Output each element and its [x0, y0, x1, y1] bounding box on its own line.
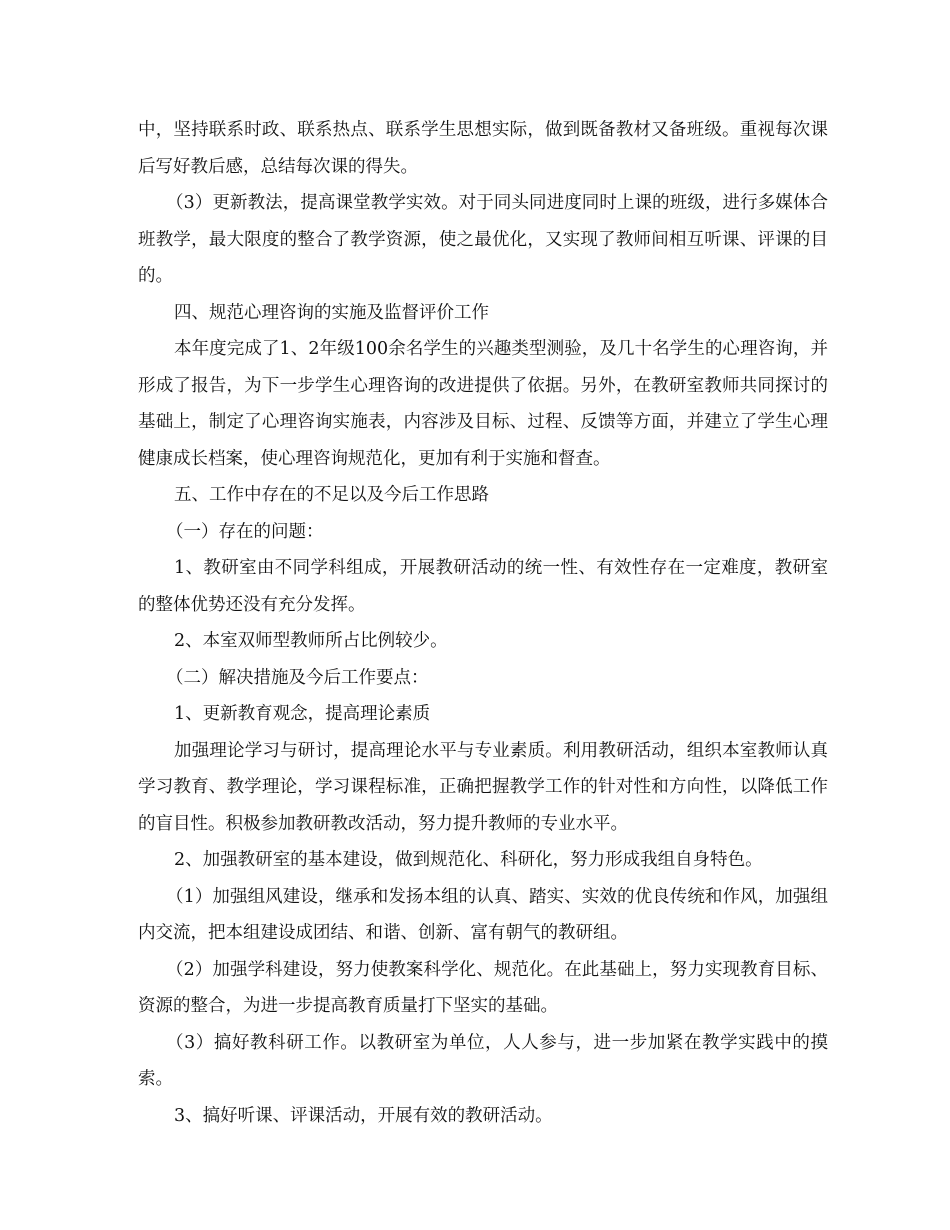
paragraph-continuation: 中，坚持联系时政、联系热点、联系学生思想实际，做到既备教材又备班级。重视每次课后写好教后感，总结每次课的得失。 — [138, 120, 828, 177]
paragraph-psych-consulting: 本年度完成了1、2年级100余名学生的兴趣类型测验，及几十名学生的心理咨询，并形成了报告，为下一步学生心理咨询的改进提供了依据。另外，在教研室教师共同探讨的基础上，制定了心理咨询实施表，内容涉及目标、过程、反馈等方面，并建立了学生心理健康成长档案，使心理咨询规范化，更加有利于实施和督查。 — [138, 339, 828, 469]
paragraph-item-3-teaching-method: （3）更新教法，提高课堂教学实效。对于同头同进度同时上课的班级，进行多媒体合班教学，最大限度的整合了教学资源，使之最优化，又实现了教师间相互听课、评课的目的。 — [138, 193, 828, 286]
paragraph-measure-2-item-2: （2）加强学科建设，努力使教案科学化、规范化。在此基础上，努力实现教育目标、资源的整合，为进一步提高教育质量打下坚实的基础。 — [138, 959, 828, 1016]
paragraph-problem-2: 2、本室双师型教师所占比例较少。 — [174, 631, 448, 651]
subheading-measures: （二）解决措施及今后工作要点： — [166, 667, 429, 688]
paragraph-measure-1-body: 加强理论学习与研讨，提高理论水平与专业素质。利用教研活动，组织本室教师认真学习教育、教学理论，学习课程标准，正确把握教学工作的针对性和方向性，以降低工作的盲目性。积极参加教研教改活动，努力提升教师的专业水平。 — [138, 740, 828, 834]
section-heading-4: 四、规范心理咨询的实施及监督评价工作 — [174, 302, 489, 323]
paragraph-measure-3-heading: 3、搞好听课、评课活动，开展有效的教研活动。 — [174, 1105, 553, 1126]
paragraph-problem-1: 1、教研室由不同学科组成，开展教研活动的统一性、有效性存在一定难度，教研室的整体优势还没有充分发挥。 — [138, 558, 828, 615]
paragraph-measure-2-item-1: （1）加强组风建设，继承和发扬本组的认真、踏实、实效的优良传统和作风，加强组内交流，把本组建设成团结、和谐、创新、富有朝气的教研组。 — [138, 886, 828, 943]
section-heading-5: 五、工作中存在的不足以及今后工作思路 — [174, 485, 489, 505]
subheading-problems: （一）存在的问题： — [166, 521, 324, 542]
paragraph-measure-1-heading: 1、更新教育观念，提高理论素质 — [174, 704, 431, 724]
document-body — [138, 112, 828, 1134]
paragraph-measure-2-heading: 2、加强教研室的基本建设，做到规范化、科研化，努力形成我组自身特色。 — [174, 850, 763, 870]
paragraph-measure-2-item-3: （3）搞好教科研工作。以教研室为单位，人人参与，进一步加紧在教学实践中的摸索。 — [138, 1032, 828, 1089]
